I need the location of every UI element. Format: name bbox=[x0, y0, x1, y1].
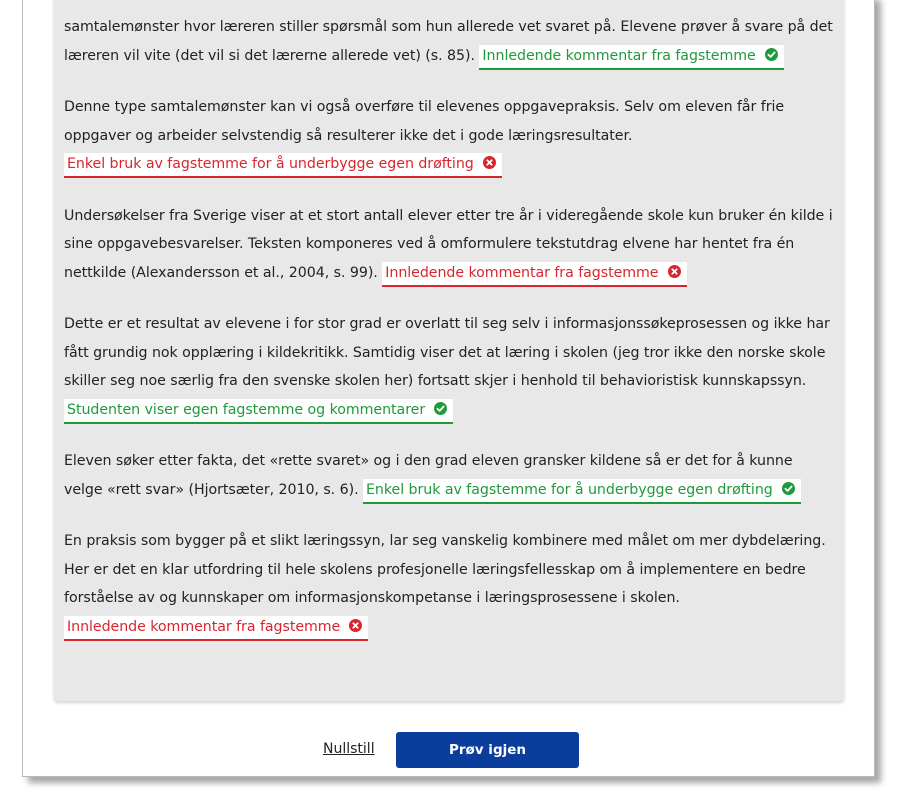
x-circle-icon bbox=[349, 619, 362, 632]
paragraph-3 bbox=[64, 202, 834, 288]
paragraph-text: Dette er et resultat av elevene i for stor grad er overlatt til seg selv i informasjonssøkeprosessen og ikke har fått grundig nok opplæring i kildekritikk. Samtidig viser det at læring i skolen (jeg tror ikke den norske skole skiller seg noe særlig fra den svenske skolen her) fortsatt skjer i henhold til behavioristisk kunnskapssyn. bbox=[64, 316, 830, 389]
paragraph-text: En praksis som bygger på et slikt læringssyn, lar seg vanskelig kombinere med målet om mer dybdelæring. Her er det en klar utfordring til hele skolens profesjonelle læringsfellesskap om å implementere en bedre forståelse av og kunnskaper om informasjonskompetanse i læringsprosessene i skolen. bbox=[64, 533, 826, 606]
paragraph-text: samtalemønster hvor læreren stiller spørsmål som hun allerede vet svaret på. Elevene prøver å svare på det læreren vil vite (det vil si det lærerne allerede vet) (s. 85). bbox=[64, 19, 833, 64]
tag-wrong bbox=[382, 262, 686, 287]
tag-correct bbox=[64, 399, 453, 424]
reset-button[interactable]: Nullstill bbox=[323, 741, 375, 757]
paragraph-6 bbox=[64, 527, 834, 641]
paragraph-text: Eleven søker etter fakta, det «rette svaret» og i den grad eleven gransker kildene så er det for å kunne velge «rett svar» (Hjortsæter, 2010, s. 6). bbox=[64, 453, 793, 498]
check-circle-icon bbox=[765, 48, 778, 61]
action-bar bbox=[23, 732, 874, 768]
paragraph-2 bbox=[64, 93, 834, 179]
task-frame bbox=[22, 0, 875, 777]
tag-label: Enkel bruk av fagstemme for å underbygge egen drøfting bbox=[67, 156, 474, 172]
x-circle-icon bbox=[483, 156, 496, 169]
check-circle-icon bbox=[434, 402, 447, 415]
retry-button[interactable]: Prøv igjen bbox=[396, 732, 579, 768]
tag-label: Innledende kommentar fra fagstemme bbox=[482, 47, 756, 64]
paragraph-text: Denne type samtalemønster kan vi også overføre til elevenes oppgavepraksis. Selv om eleven får frie oppgaver og arbeider selvstendig så resulterer ikke det i gode læringsresultater. bbox=[64, 99, 785, 144]
paragraph-5 bbox=[64, 447, 834, 504]
x-circle-icon bbox=[668, 265, 681, 278]
tag-wrong bbox=[64, 616, 368, 641]
tag-correct bbox=[479, 45, 783, 70]
tag-label: Innledende kommentar fra fagstemme bbox=[67, 618, 341, 635]
tag-label: Studenten viser egen fagstemme og kommentarer bbox=[67, 401, 426, 418]
tag-label: Innledende kommentar fra fagstemme bbox=[385, 264, 659, 281]
check-circle-icon bbox=[782, 482, 795, 495]
answer-text-panel bbox=[54, 0, 844, 701]
tag-label: Enkel bruk av fagstemme for å underbygge egen drøfting bbox=[366, 481, 773, 498]
paragraph-4 bbox=[64, 310, 834, 424]
paragraph-1 bbox=[64, 13, 834, 70]
tag-correct bbox=[363, 479, 801, 504]
tag-wrong bbox=[64, 153, 502, 178]
paragraph-text: Undersøkelser fra Sverige viser at et stort antall elever etter tre år i videregående skole kun bruker én kilde i sine oppgavebesvarelser. Teksten komponeres ved å omformulere tekstutdrag elvene har hentet fra én nettkilde (Alexandersson et al., 2004, s. 99). bbox=[64, 207, 833, 281]
